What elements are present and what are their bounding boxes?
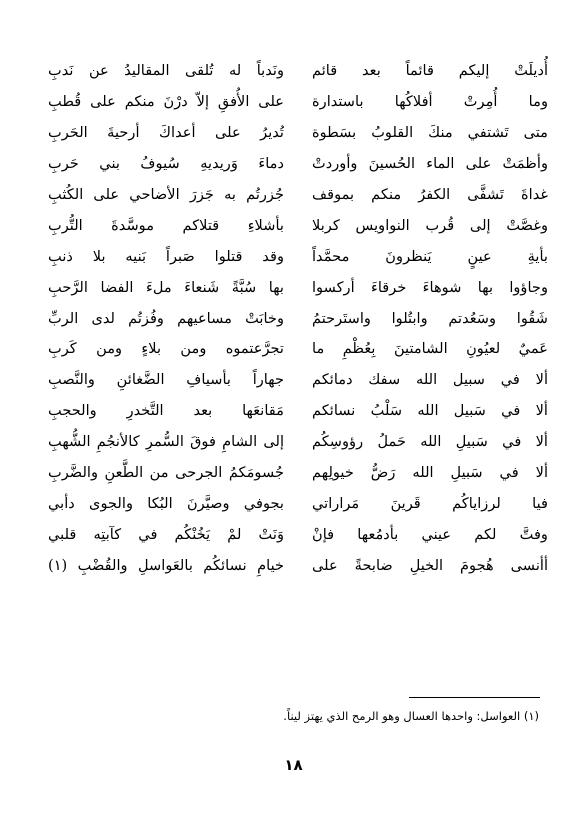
verse-line: تُديرُ على أعداكَ أرحيةَ الحَربِ [48,123,284,141]
verse-line: متى تَشتفي منكَ القلوبُ بسَطوة [312,123,548,141]
verse-line: ألا في سبيل الله سفك دمائكم [312,371,548,389]
verse-line: وما أُمِرتْ أفلاكُها باستدارة [312,92,548,110]
page-number: ١٨ [284,756,303,774]
verse-line: ونَدباً له تُلقى المقاليدُ عن نَدبِ [48,62,284,79]
verse-line: بجوفي وصيَّرنَ البُكا والجوى دأبي [48,495,284,513]
verse-line: وغصَّتْ إلى قُرب النواويس كربلا [312,216,548,234]
verse-line: وفتَّ لكم عيني بأدمُعها فإنْ [312,526,548,544]
verse-line: وقد قتلوا صَبراً بَنيه بلا ذنبِ [48,247,284,265]
verse-line: ألا في سَبيلِ الله رَضُّ خيولِهم [312,464,548,482]
verse-line: أُديلَتْ إليكم قائماً بعد قائم [312,62,548,79]
verse-line: وجاؤوا بها شوهاءَ خرقاءَ أركسوا [312,278,548,296]
verse-line: فيا لرزاياكُم قَرينَ مَراراتي [312,495,548,513]
footnote: (١) العواسل: واحدها العسال وهو الرمح الذي يهتز ليناً. [283,709,539,723]
poem-right-column [312,56,548,616]
verse-line: بأيةِ عينٍ يَنظرونَ محمَّداً [312,247,548,265]
verse-line: وخابَتْ مساعيهم وفُزتُم لدى الربِّ [48,309,284,327]
verse-line: ألا في سَبيلِ الله حَملُ رؤوسِكُم [312,433,548,451]
verse-line: خيامِ نسائكُم بالعَواسلِ والقُضْبِ (١) [48,557,284,574]
verse-line: بها سُبَّةً شَنعاءَ ملءَ الفضا الرَّحبِ [48,278,284,296]
verse-line: وَنَتْ لمْ يَخُنْكُم في كآبتِه قلبي [48,526,284,544]
verse-line: ألا في سَبيل الله سَلْبُ نسائكم [312,402,548,420]
verse-line: جُسومَكمُ الجرحى من الطَّعنِ والضَّربِ [48,464,284,482]
verse-line: جُزرتُم به جَزرَ الأضاحي على الكُثبِ [48,185,284,203]
verse-line: بأشلاءِ قتلاكم موسَّدةَ التُّربِ [48,216,284,234]
verse-line: مَقانعَها بعد التَّخدرِ والحجبِ [48,402,284,420]
verse-line: غداةَ تَشفَّى الكفرُ منكم بموقف [312,185,548,203]
footnote-divider [409,697,540,698]
verse-line: على الأُفقِ إلاّ درْنَ منكم على قُطبِ [48,92,284,110]
verse-line: إلى الشامِ فوقَ السُّمرِ كالأنجُمِ الشُّهبِ [48,433,284,451]
poem-left-column [48,56,284,616]
verse-line: عَميٌ لعيُونِ الشامتينَ بِعُظْمِ ما [312,340,548,358]
verse-line: تجرَّعتموه ومن بلاءٍ ومن كَربِ [48,340,284,358]
poem [48,56,548,616]
verse-line: وأظمَتْ على الماء الحُسينَ وأوردتْ [312,154,548,172]
verse-line: دماءَ وَريديهِ سُيوفُ بني حَربِ [48,154,284,172]
verse-line: جهاراً بأسيافِ الضَّغائنِ والنَّصبِ [48,371,284,389]
verse-line: شَقُوا وسَعُدتم وابتُلوا واستَرحتمُ [312,309,548,327]
verse-line: أأنسى هُجومَ الخيلِ ضابحةً على [312,557,548,574]
